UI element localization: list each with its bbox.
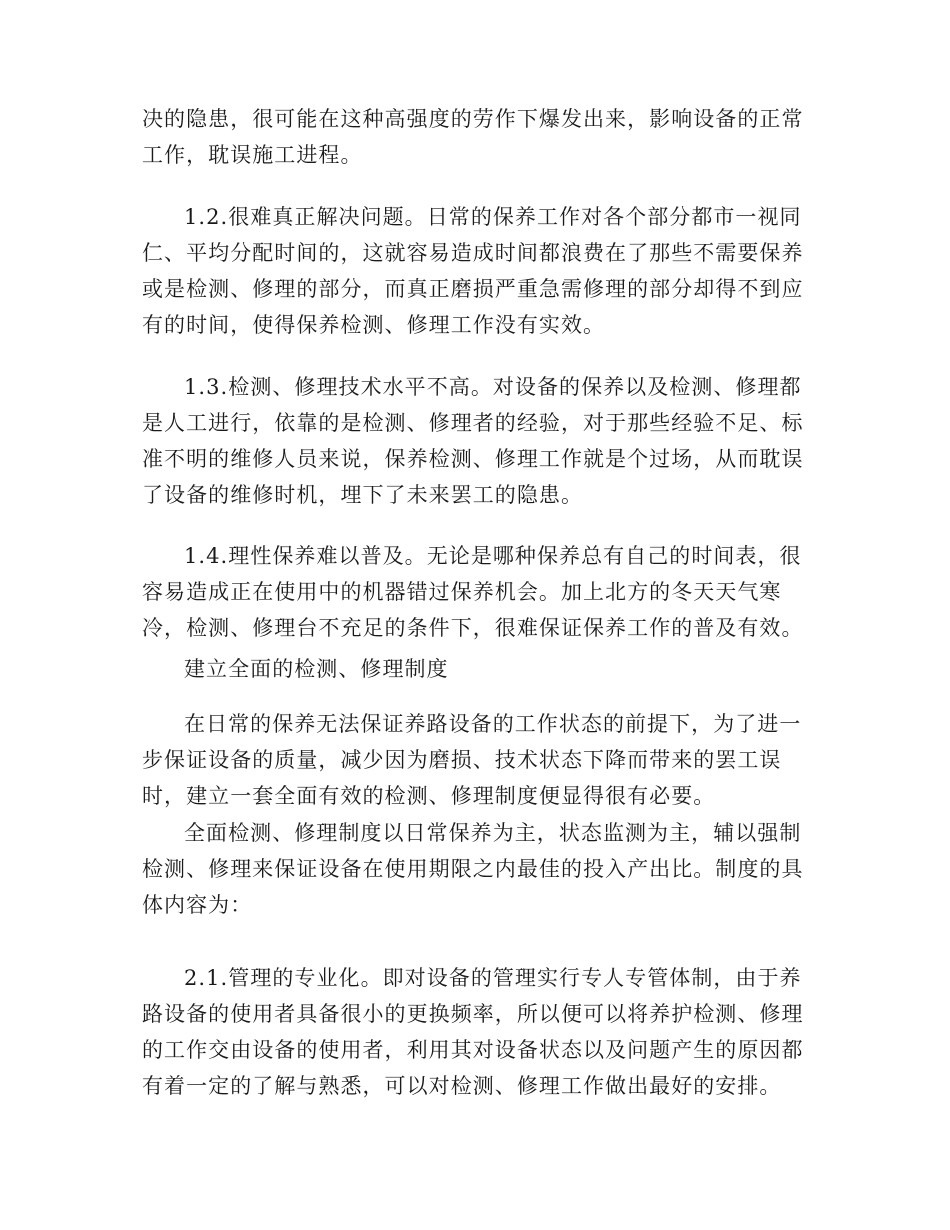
paragraph-system-overview: 全面检测、修理制度以日常保养为主，状态监测为主，辅以强制检测、修理来保证设备在使用期限之内最佳的投入产出比。制度的具体内容为： [142, 821, 804, 917]
paragraph-1-3: 1.3.检测、修理技术水平不高。对设备的保养以及检测、修理都是人工进行，依靠的是检测、修理者的经验，对于那些经验不足、标准不明的维修人员来说，保养检测、修理工作就是个过场，从而耽误了设备的维修时机，埋下了未来罢工的隐患。 [142, 375, 804, 507]
section-heading: 建立全面的检测、修理制度 [184, 657, 449, 681]
paragraph-1-2: 1.2.很难真正解决问题。日常的保养工作对各个部分都市一视同仁、平均分配时间的，这就容易造成时间都浪费在了那些不需要保养或是检测、修理的部分，而真正磨损严重急需修理的部分却得不到应有的时间，使得保养检测、修理工作没有实效。 [142, 205, 804, 337]
paragraph-2-1: 2.1.管理的专业化。即对设备的管理实行专人专管体制，由于养路设备的使用者具备很小的更换频率，所以便可以将养护检测、修理的工作交由设备的使用者，利用其对设备状态以及问题产生的原因都有着一定的了解与熟悉，可以对检测、修理工作做出最好的安排。 [142, 966, 804, 1098]
paragraph-intro: 在日常的保养无法保证养路设备的工作状态的前提下，为了进一步保证设备的质量，减少因为磨损、技术状态下降而带来的罢工误时，建立一套全面有效的检测、修理制度便显得很有必要。 [142, 712, 802, 808]
paragraph-continuation: 决的隐患，很可能在这种高强度的劳作下爆发出来，影响设备的正常工作，耽误施工进程。 [142, 107, 804, 167]
paragraph-1-4: 1.4.理性保养难以普及。无论是哪种保养总有自己的时间表，很容易造成正在使用中的机器错过保养机会。加上北方的冬天天气寒冷，检测、修理台不充足的条件下，很难保证保养工作的普及有效。 [142, 544, 804, 640]
